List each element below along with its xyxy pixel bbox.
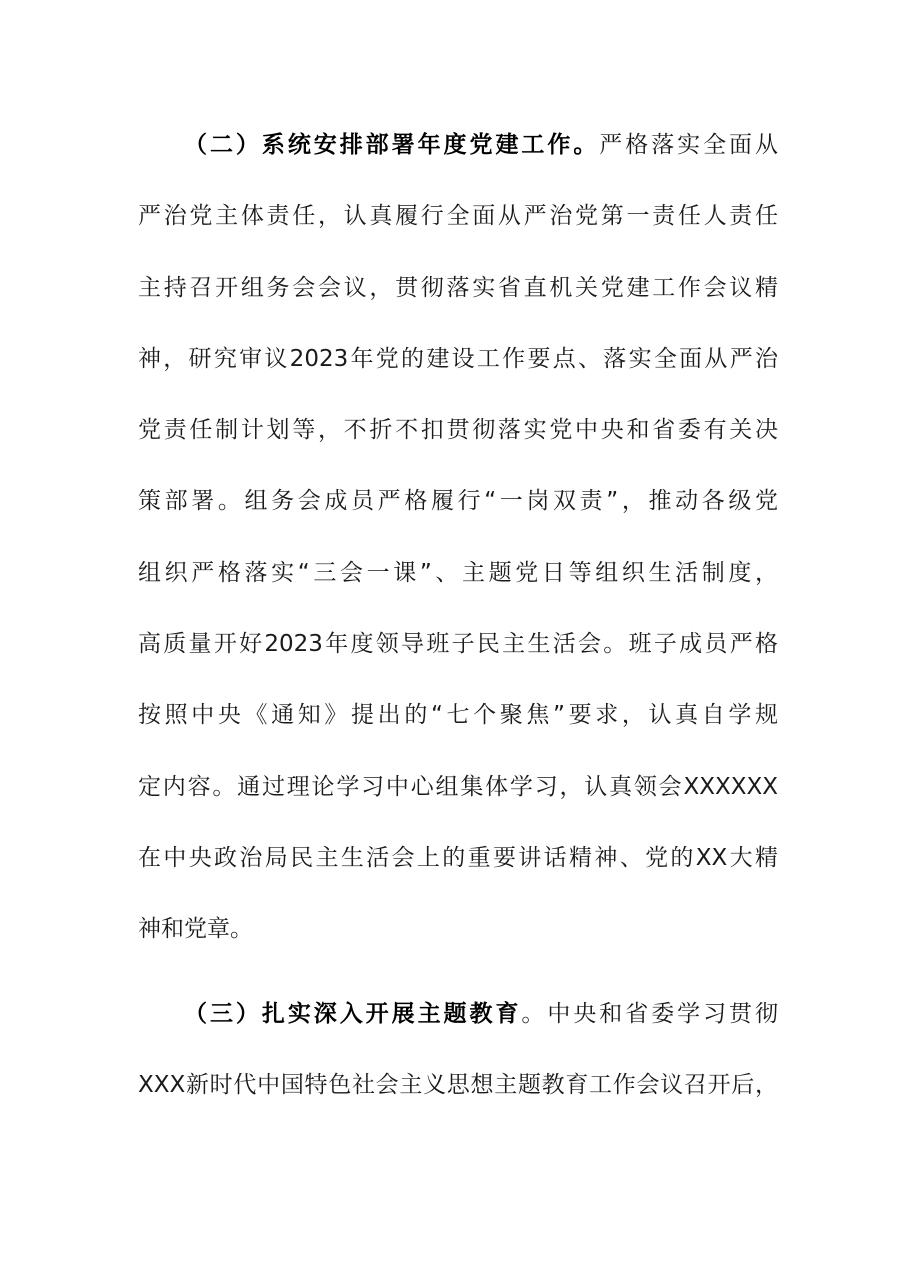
- paragraph-line: XXX新时代中国特色社会主义思想主题教育工作会议召开后，: [138, 1071, 778, 1098]
- paragraph-line: 严治党主体责任，认真履行全面从严治党第一责任人责任: [138, 203, 778, 230]
- section-heading: （二）系统安排部署年度党建工作。: [184, 132, 600, 158]
- document-body: [138, 120, 778, 1131]
- paragraph-line: 按照中央《通知》提出的“七个聚焦”要求，认真自学规: [138, 702, 778, 729]
- paragraph-line-last: 神和党章。: [138, 916, 253, 943]
- section-heading: （三）扎实深入开展主题教育: [184, 1000, 522, 1027]
- paragraph-line: [138, 120, 778, 191]
- paragraph-line: 神，研究审议2023年党的建设工作要点、落实全面从严治: [138, 345, 778, 372]
- paragraph-line: 党责任制计划等，不折不扣贯彻落实党中央和省委有关决: [138, 417, 778, 444]
- paragraph-line: 组织严格落实“三会一课”、主题党日等组织生活制度，: [138, 559, 778, 586]
- paragraph-line: 高质量开好2023年度领导班子民主生活会。班子成员严格: [138, 631, 778, 658]
- paragraph-line: 策部署。组务会成员严格履行“一岗双责”，推动各级党: [138, 488, 778, 515]
- paragraph-gap: [138, 976, 778, 989]
- paragraph-text: 。中央和省委学习贯彻: [521, 1000, 779, 1027]
- paragraph-line: 主持召开组务会会议，贯彻落实省直机关党建工作会议精: [138, 274, 778, 301]
- paragraph-text: 严格落实全面从: [599, 132, 779, 158]
- paragraph-line: [138, 989, 778, 1060]
- paragraph-line: 定内容。通过理论学习中心组集体学习，认真领会XXXXXX: [138, 773, 778, 800]
- paragraph-line: 在中央政治局民主生活会上的重要讲话精神、党的XX大精: [138, 844, 778, 871]
